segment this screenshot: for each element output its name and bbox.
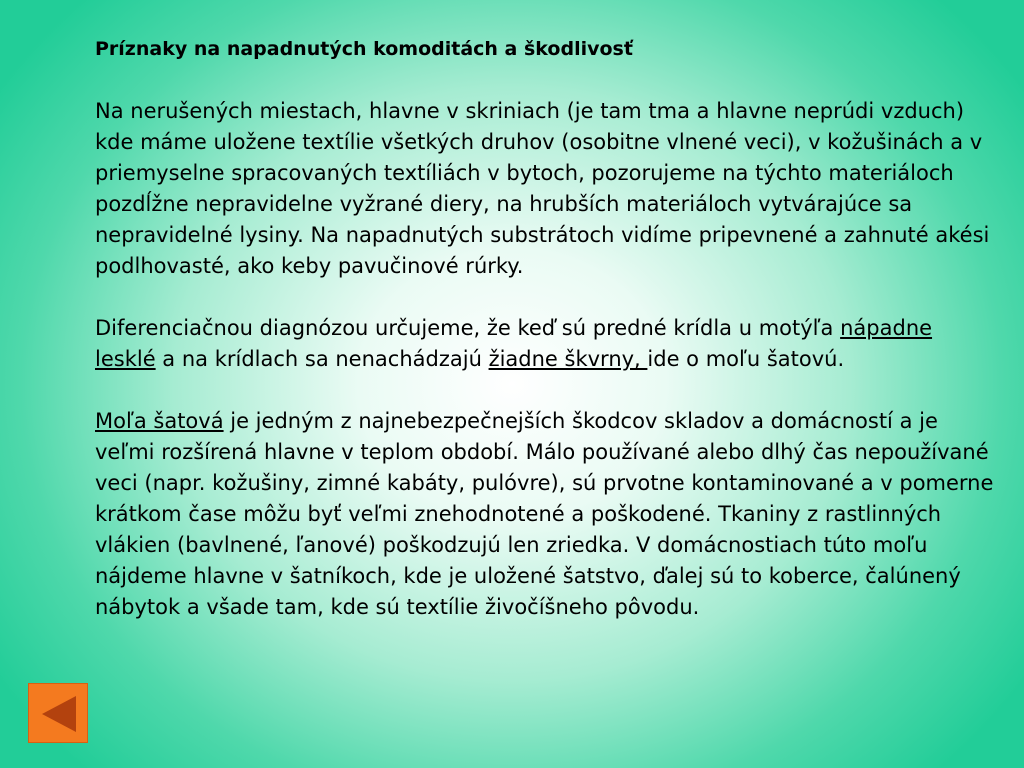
clothes-moth-text: je jedným z najnebezpečnejších škodcov skladov a domácností a je veľmi rozšírená hlavne v teplom období. Málo používané alebo dlhý čas nepoužívané veci (napr. kožušiny, zimné kabáty, pulóvre), sú prvotne kontaminované a v pomerne krátkom čase môžu byť veľmi znehodnotené a poškodené. Tkaniny z rastlinných vlákien (bavlnené, ľanové) poškodzujú len zriedka. V domácnostiach túto moľu nájdeme hlavne v šatníkoch, kde je uložené šatstvo, ďalej sú to koberce, čalúnený nábytok a všade tam, kde sú textílie živočíšneho pôvodu. [95, 409, 994, 619]
diagnosis-underline-spots: žiadne škvrny, [488, 347, 648, 371]
diagnosis-underline-glossy: nápadne lesklé [95, 316, 933, 371]
paragraph-symptoms: Na nerušených miestach, hlavne v skriniach (je tam tma a hlavne neprúdi vzduch) kde máme uložene textílie všetkých druhov (osobitne vlnené veci), v kožušinách a v priemyselne spracovaných textíliách v bytoch, pozorujeme na týchto materiáloch pozdĺžne nepravidelne vyžrané diery, na hrubších materiáloch vytvárajúce sa nepravidelné lysiny. Na napadnutých substrátoch vidíme pripevnené a zahnuté akési podlhovasté, ako keby pavučinové rúrky. [95, 99, 990, 278]
back-button[interactable] [28, 683, 88, 743]
slide-title: Príznaky na napadnutých komoditách a škodlivosť [95, 38, 633, 60]
diagnosis-text-2: a na krídlach sa nenachádzajú [155, 347, 489, 371]
paragraph-clothes-moth [95, 406, 995, 623]
paragraph-diagnosis [95, 313, 995, 375]
diagnosis-text-1: Diferenciačnou diagnózou určujeme, že keď sú predné krídla u motýľa [95, 316, 841, 340]
clothes-moth-term: Moľa šatová [95, 409, 224, 433]
diagnosis-text-3: ide o moľu šatovú. [647, 347, 845, 371]
left-triangle-icon [29, 684, 89, 744]
slide-content [95, 34, 995, 654]
